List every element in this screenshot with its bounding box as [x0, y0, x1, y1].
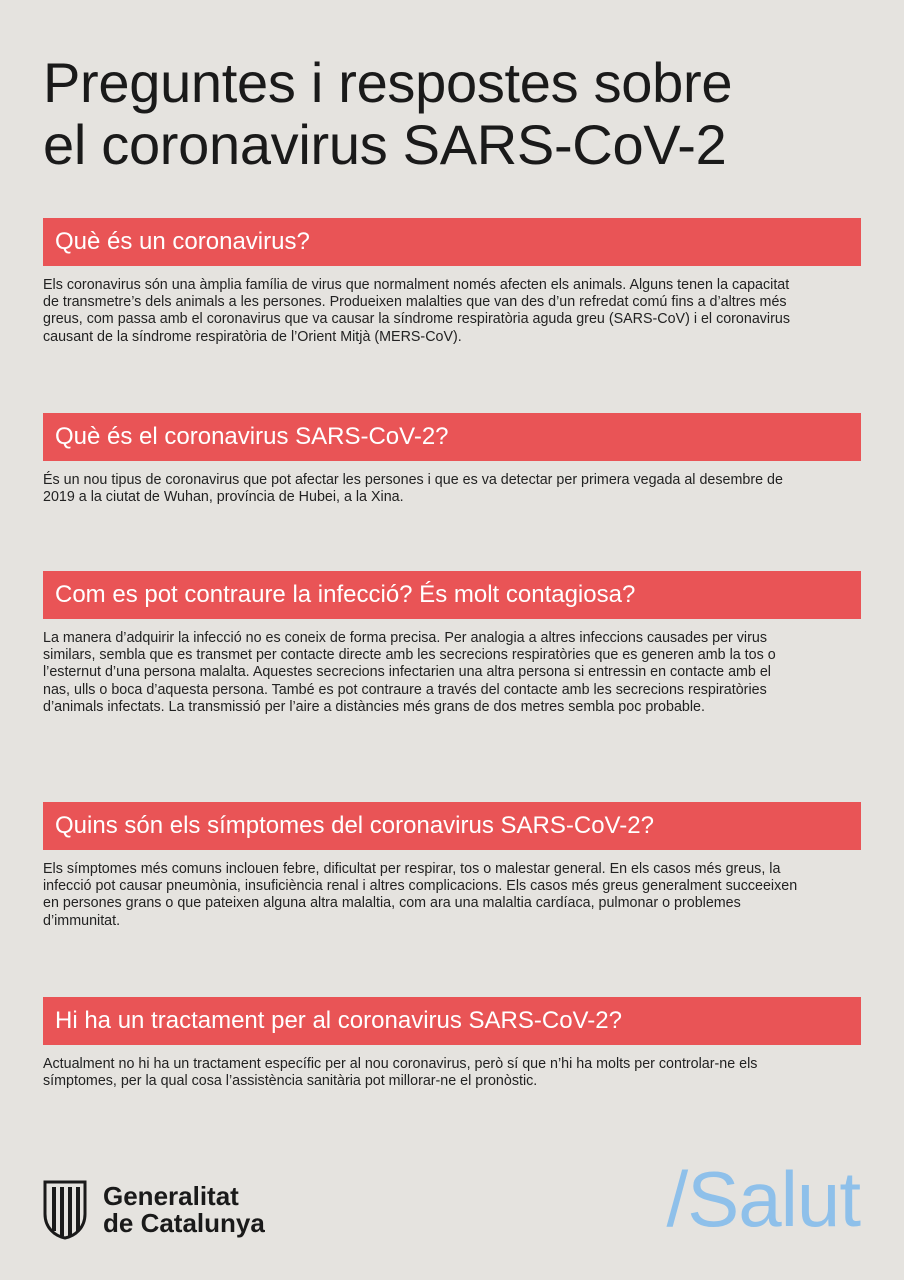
section-what-is-sars-cov-2 [43, 413, 861, 506]
logo-line-2: de Catalunya [103, 1208, 265, 1238]
brand-salut: /Salut [666, 1155, 860, 1243]
section-body: És un nou tipus de coronavirus que pot afectar les persones i que es va detectar per primera vegada al desembre de 2019 a la ciutat de Wuhan, província de Hubei, a la Xina. [43, 472, 783, 506]
section-heading: Hi ha un tractament per al coronavirus SARS-CoV-2? [55, 1007, 622, 1034]
section-header [43, 218, 861, 266]
section-body: Els coronavirus són una àmplia família de virus que normalment només afecten els animals. Alguns tenen la capacitat de transmetre’s dels animals a les persones. Produeixen malalties que van des d’un refredat comú fins a d’altres més greus, com passa amb el coronavirus que va causar la síndrome respiratòria aguda greu (SARS-CoV) i el coronavirus causant de la síndrome respiratòria de l’Orient Mitjà (MERS-CoV). [43, 277, 790, 345]
page-title [43, 52, 863, 176]
generalitat-logo [43, 1180, 265, 1240]
section-how-contagious [43, 571, 861, 716]
generalitat-emblem-icon [43, 1180, 87, 1240]
section-symptoms [43, 802, 861, 930]
section-heading: Quins són els símptomes del coronavirus SARS-CoV-2? [55, 812, 654, 839]
logo-line-1: Generalitat [103, 1181, 239, 1211]
section-body: Els símptomes més comuns inclouen febre, dificultat per respirar, tos o malestar general. En els casos més greus, la infecció pot causar pneumònia, insuficiència renal i altres complicacions. Els casos més greus generalment succeeixen en persones grans o que pateixen alguna altra malaltia, com ara una malaltia cardíaca, pulmonar o problemes d’immunitat. [43, 861, 798, 929]
page-title-line-2: el coronavirus SARS-CoV-2 [43, 113, 727, 176]
section-heading: Què és el coronavirus SARS-CoV-2? [55, 423, 449, 450]
section-heading: Com es pot contraure la infecció? És molt contagiosa? [55, 581, 636, 608]
section-body: La manera d’adquirir la infecció no es coneix de forma precisa. Per analogia a altres infeccions causades per virus similars, sembla que es transmet per contacte directe amb les secrecions respiratòries que es generen amb la tos o l’esternut d’una persona malalta. Aquestes secrecions infectarien una altra persona si entressin en contacte amb el nas, ulls o boca d’aquesta persona. També es pot contraure a través del contacte amb les secrecions respiratòries d’animals infectats. La transmissió per l’aire a distàncies més grans de dos metres sembla poc probable. [43, 630, 776, 715]
section-body: Actualment no hi ha un tractament específic per al nou coronavirus, però sí que n’hi ha molts per controlar-ne els símptomes, per la qual cosa l’assistència sanitària pot millorar-ne el pronòstic. [43, 1056, 758, 1090]
section-header [43, 802, 861, 850]
page-title-line-1: Preguntes i respostes sobre [43, 51, 733, 114]
logo-text [103, 1183, 265, 1237]
section-header [43, 997, 861, 1045]
section-header [43, 413, 861, 461]
section-heading: Què és un coronavirus? [55, 228, 310, 255]
section-treatment [43, 997, 861, 1090]
section-what-is-coronavirus [43, 218, 861, 346]
section-header [43, 571, 861, 619]
